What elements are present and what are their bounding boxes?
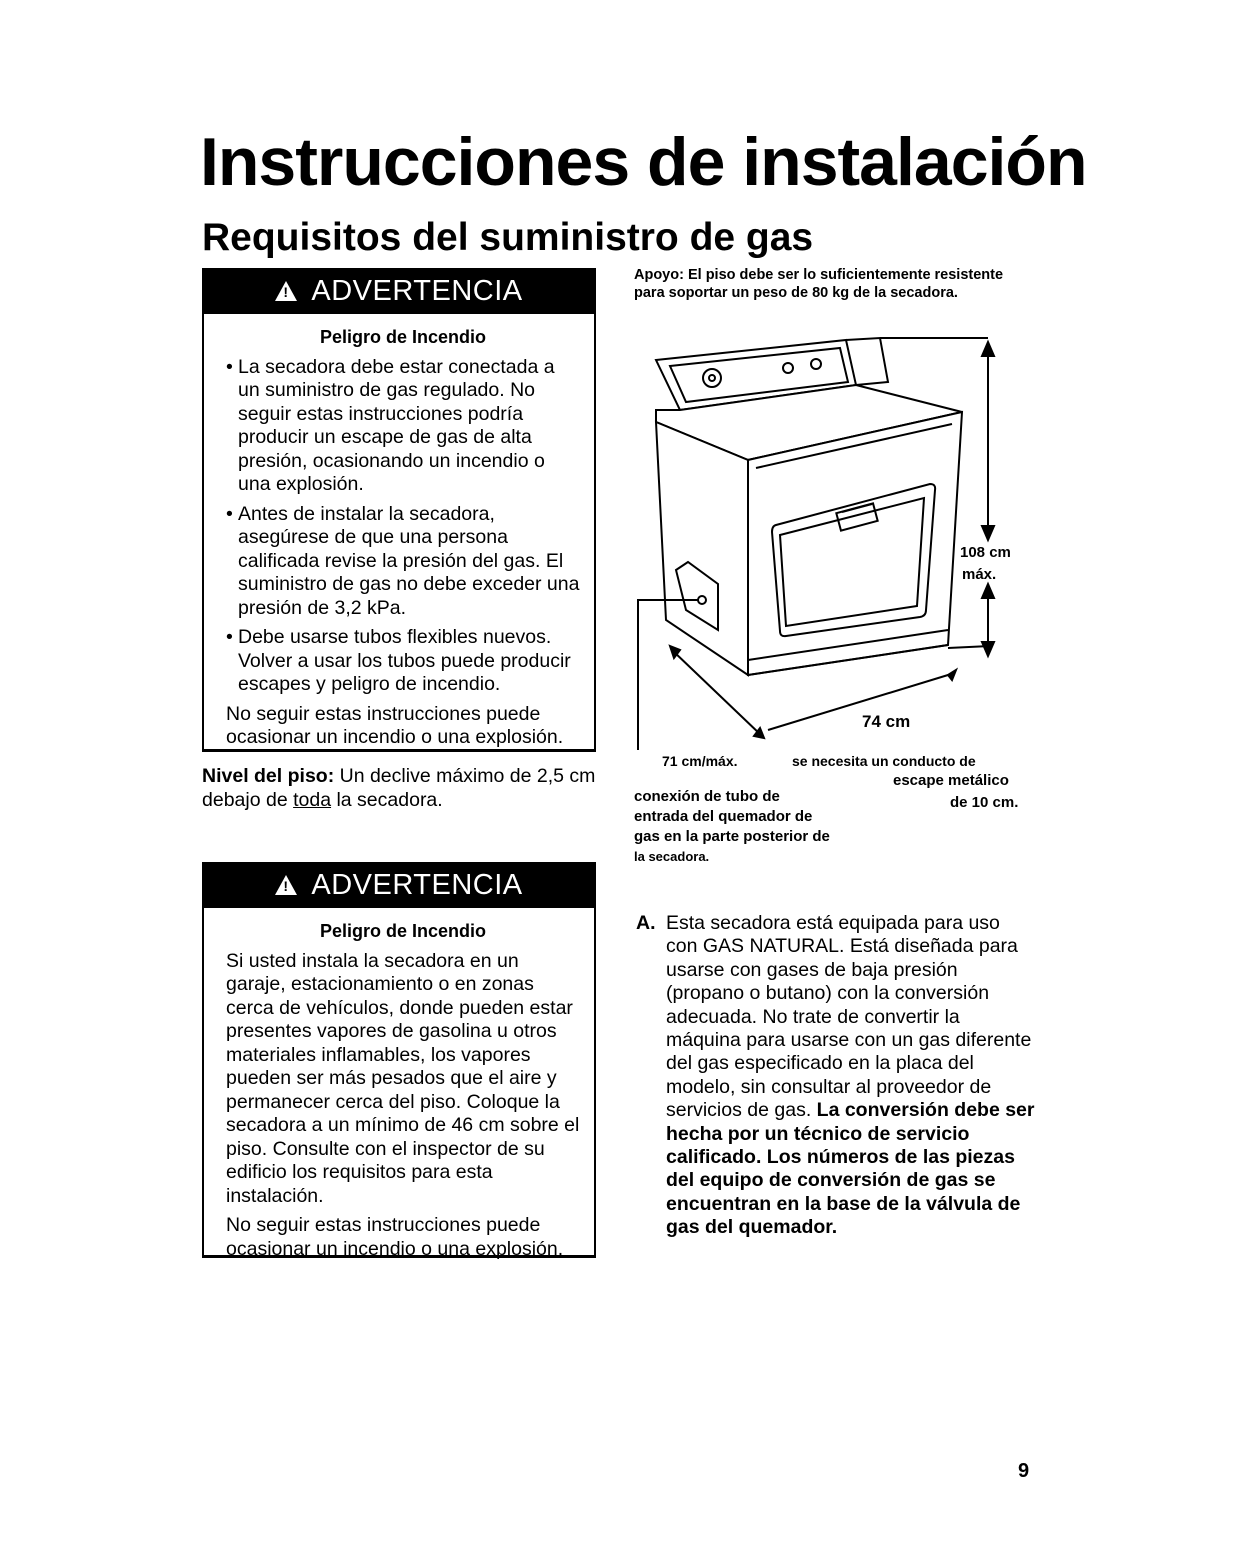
page-title: Instrucciones de instalación <box>200 124 1087 200</box>
warning-header <box>204 862 594 908</box>
floor-level-text: Un declive máximo de 2,5 cm debajo de <box>202 765 596 811</box>
warning-bullet: • Debe usarse tubos flexibles nuevos. Volver a usar los tubos puede producir escapes y peligro de incendio. <box>226 626 580 697</box>
exhaust-label-line1: se necesita un conducto de <box>792 753 976 769</box>
warning-header <box>204 268 594 314</box>
warning-header-label: ADVERTENCIA <box>311 868 523 901</box>
exhaust-label-line3: de 10 cm. <box>950 794 1019 811</box>
warning-header-label: ADVERTENCIA <box>311 274 523 307</box>
paragraph-a <box>636 912 1036 1240</box>
warning-box-fire-garage <box>202 862 596 1258</box>
hazard-title: Peligro de Incendio <box>319 327 487 347</box>
warning-body-text: Si usted instala la secadora en un garaje, estacionamiento o en zonas cerca de vehículos, donde pueden estar presentes vapores de gasolina u otros materiales inflamables, los vapores pueden ser más pesados que el aire y permanecer cerca del piso. Coloque la secadora a un mínimo de 46 cm sobre el piso. Consulte con el inspector de su edificio los requisitos para esta instalación. <box>226 949 580 1207</box>
paragraph-bold-text: La conversión debe ser hecha por un técnico de servicio calificado. Los números de las piezas del equipo de conversión de gas se encuentran en la base de la válvula de gas del quemador. <box>666 1099 1035 1239</box>
warning-box-fire-gas <box>202 268 596 752</box>
width-label: 74 cm <box>862 712 911 731</box>
gas-connection-line1: conexión de tubo de <box>634 788 780 805</box>
warning-bullet: • La secadora debe estar conectada a un suministro de gas regulado. No seguir estas instrucciones podría producir un escape de gas de alta presión, ocasionando un incendio o una explosión. <box>226 356 580 497</box>
gas-connection-line4: la secadora. <box>634 849 710 864</box>
paragraph-text: Esta secadora está equipada para uso con GAS NATURAL. Está diseñada para usarse con gases de baja presión (propano o butano) con la conversión adecuada. No trate de convertir la máquina para usarse con un gas diferente del gas especificado en la placa del modelo, sin consultar al proveedor de servicios de gas. <box>666 912 1032 1122</box>
gas-connection-line3: gas en la parte posterior de <box>634 828 830 845</box>
floor-level-label: Nivel del piso: <box>202 765 335 787</box>
warning-bullet: • Antes de instalar la secadora, asegúrese de que una persona calificada revise la presión del gas. El suministro de gas no debe exceder una presión de 3,2 kPa. <box>226 503 580 621</box>
floor-level-underlined: toda <box>293 789 332 811</box>
depth-label: 71 cm/máx. <box>662 753 738 769</box>
paragraph-letter: A. <box>636 912 656 934</box>
warning-triangle-icon <box>275 875 297 895</box>
floor-level-note <box>202 764 602 812</box>
height-label: 108 cm <box>960 544 1011 561</box>
hazard-title: Peligro de Incendio <box>319 921 487 941</box>
page-number: 9 <box>1018 1460 1030 1482</box>
exhaust-label-line2: escape metálico <box>893 772 1009 789</box>
section-title: Requisitos del suministro de gas <box>202 216 814 259</box>
warning-footer: No seguir estas instrucciones puede ocasionar un incendio o una explosión. <box>226 1214 564 1260</box>
gas-connection-line2: entrada del quemador de <box>634 808 813 825</box>
height-max-label: máx. <box>962 566 997 583</box>
warning-triangle-icon <box>275 281 297 301</box>
warning-bullet-list <box>226 356 580 697</box>
floor-level-text-end: la secadora. <box>331 789 443 811</box>
warning-footer: No seguir estas instrucciones puede ocasionar un incendio o una explosión. <box>226 702 564 748</box>
support-note: Apoyo: El piso debe ser lo suficientemente resistente para soportar un peso de 80 kg de la secadora. <box>634 267 1004 301</box>
